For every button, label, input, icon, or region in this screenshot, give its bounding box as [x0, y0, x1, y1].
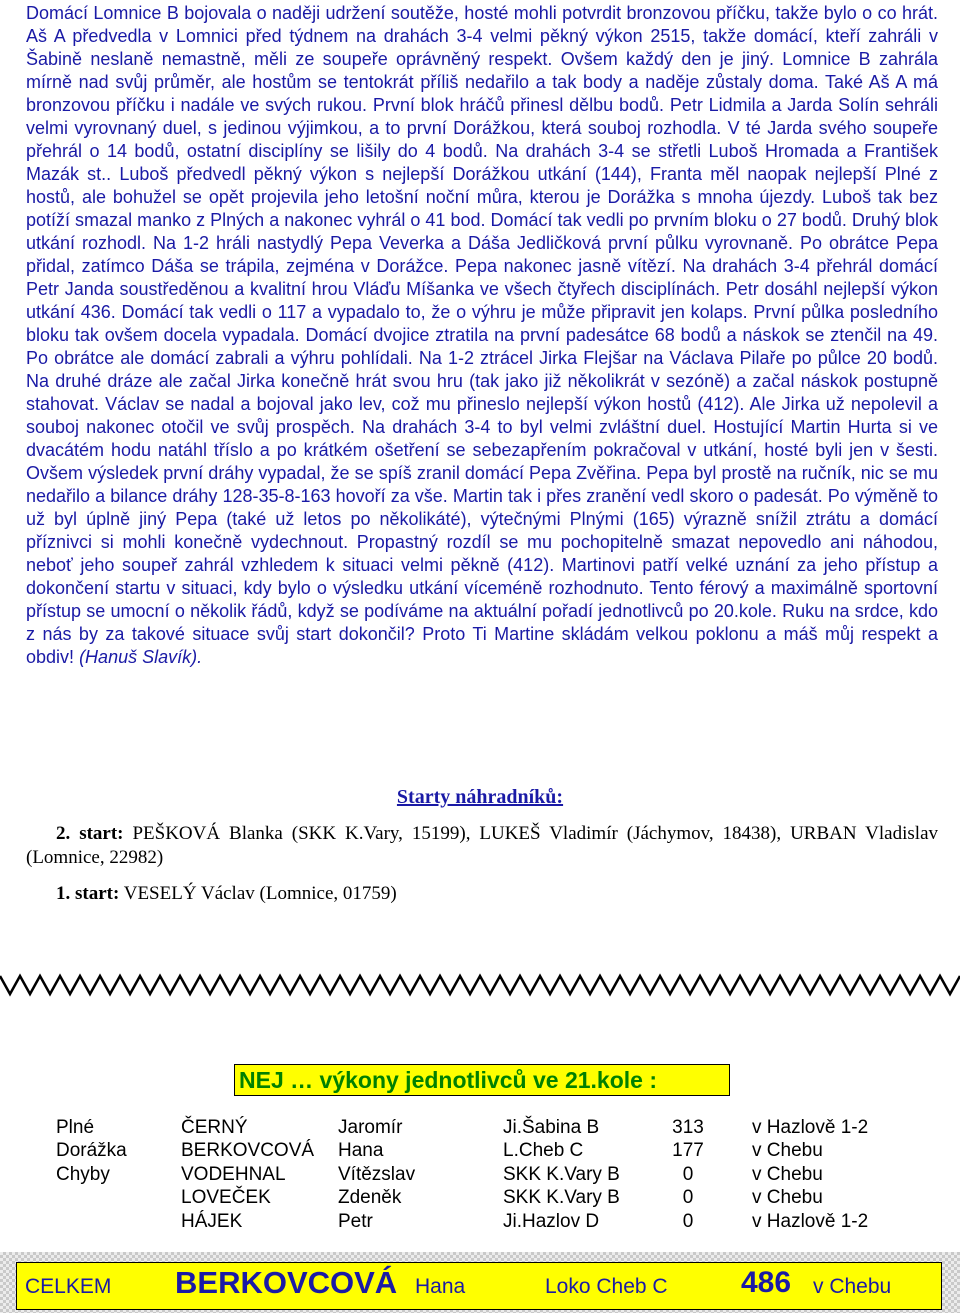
article-body: Domácí Lomnice B bojovala o naději udržení soutěže, hosté mohli potvrdit bronzovou příčku, takže bylo o co hrát. Aš A předvedla v Lomnici před týdnem na drahách 3-4 velmi pěkný výkon 2515, takže domácí, kteří zahráli v Šabině neslaně nemastně, měli ze soupeře oprávněný respekt. Ovšem každý den je jiný. Lomnice B zahrála mírně nad svůj průměr, ale hostům se tentokrát příliš nedařilo a tak body a naděje zůstaly doma. Také Aš A má bronzovou příčku i nadále ve svých rukou. První blok hráčů přinesl dělbu bodů. Petr Lidmila a Jarda Solín sehráli velmi vyrovnaný duel, s jedinou výjimkou, a to první Dorážkou, která souboj rozhodla. V té Jarda svého soupeře přehrál o 14 bodů, ostatní disciplíny se lišily do 4 bodů. Na drahách 3-4 se střetli Luboš Hromada a František Mazák st.. Luboš předvedl pěkný výkon s nejlepší Dorážkou utkání (144), Franta měl naopak nejlepší Plné z hostů, ale bohužel se opět projevila jeho letošní noční můra, kterou je Dorážka s mnoha újezdy. Luboš tak bez potíží smazal manko z Plných a nakonec vyhrál o 41 bod. Domácí tak vedli po prvním bloku o 27 bodů. Druhý blok utkání rozhodl. Na 1-2 hráli nastydlý Pepa Veverka a Dáša Jedličková první půlku vyrovnaně. Po obrátce Pepa přidal, zatímco Dáša se trápila, zejména v Dorážce. Pepa nakonec jasně vítězí. Na drahách 3-4 přehrál domácí Petr Janda soustředěnou a kvalitní hrou Vláďu Míšanka ve všech čtyřech disciplínách. Petr dosáhl nejlepší výkon utkání 436. Domácí tak vedli o 117 a vypadalo to, že o výhru je může připravit jen kolaps. První půlka posledního bloku tak ovšem docela vypadala. Domácí dvojice ztratila na první padesátce 68 bodů a náskok se ztenčil na 49. Po obrátce ale domácí zabrali a výhru pohlídali. Na 1-2 ztrácel Jirka Flejšar na Václava Pilaře po půlce 20 bodů. Na druhé dráze ale začal Jirka konečně hrát svou hru (tak jako již několikrát v sezóně) a začal náskok postupně stahovat. Václav se nadal a bojoval jako lev, což mu přineslo nejlepší výkon hostů (412). Ale Jirka už nepolevil a souboj nakonec otočil ve svůj prospěch. Na drahách 3-4 to byl velmi zvláštní duel. Hostující Martin Hurta si ve dvacátém hodu natáhl tříslo a po krátkém ošetření se sebezapřením pokračoval v utkání, hosté byli jen v šesti. Ovšem výsledek první dráhy vypadal, že se spíš zranil domácí Pepa Zvěřina. Pepa byl prostě na ručník, nic se mu nedařilo a bilance dráhy 128-35-8-163 hovoří za vše. Martin tak i přes zranění vedl skoro o padesát. Po výměně to už byl úplně jiný Pepa (také už letos po několikáté), výtečnými Plnými (165) výrazně snížil ztrátu a domácí příznivci si mohli konečně vydechnout. Propastný rozdíl se mu pochopitelně smazat nepovedlo ani náhodou, neboť jeho soupeř zahrál vzhledem k situaci velmi pěkně (412). Martinovi patří velké uznání za jeho přístup a dokončení startu v situaci, kdy bylo o výsledku utkání víceméně rozhodnuto. Tento férový a maximálně sportovní přístup se umocní o několik řádů, když se podíváme na aktuální pořadí jednotlivců po 20.kole. Ruku na srdce, kdo z nás by za takové situace svůj start dokončil? Proto Ti Martine skládám velkou poklonu a máš můj respekt a obdiv!: [26, 3, 938, 667]
nej-title: NEJ … výkony jednotlivců ve 21.kole :: [239, 1067, 657, 1093]
cell-place: v Chebu: [752, 1140, 823, 1162]
cell-team: SKK K.Vary B: [503, 1163, 620, 1185]
nej-table: [56, 1116, 936, 1233]
table-row: [56, 1186, 936, 1209]
cell-team: Ji.Hazlov D: [503, 1210, 600, 1232]
article-text: [26, 2, 938, 669]
second-start-line: [26, 822, 938, 870]
total-name: Hana: [415, 1275, 466, 1298]
cell-name: Petr: [338, 1210, 373, 1232]
cell-category: Dorážka: [56, 1140, 127, 1162]
cell-place: v Chebu: [752, 1187, 823, 1209]
table-row: [56, 1139, 936, 1162]
cell-name: Jaromír: [338, 1117, 403, 1138]
first-start-text: VESELÝ Václav (Lomnice, 01759): [123, 883, 397, 904]
cell-score: 177: [672, 1140, 704, 1162]
first-start-line: [26, 882, 938, 906]
total-score: 486: [741, 1266, 792, 1299]
cell-surname: ČERNÝ: [181, 1117, 248, 1138]
second-start-label: 2. start:: [56, 823, 124, 844]
cell-category: Chyby: [56, 1163, 110, 1185]
cell-score: 0: [682, 1187, 694, 1209]
first-start-label: 1. start:: [56, 883, 120, 904]
substitutes-heading: [0, 786, 960, 809]
cell-score: 0: [682, 1210, 694, 1232]
total-surname: BERKOVCOVÁ: [175, 1265, 398, 1300]
cell-score: 0: [682, 1163, 694, 1185]
cell-surname: VODEHNAL: [181, 1163, 286, 1185]
cell-name: Hana: [338, 1140, 384, 1162]
cell-team: L.Cheb C: [503, 1140, 584, 1162]
substitutes-heading-text: Starty náhradníků:: [396, 786, 564, 808]
table-row: [56, 1116, 936, 1139]
cell-team: SKK K.Vary B: [503, 1187, 620, 1209]
cell-place: v Hazlově 1-2: [752, 1117, 869, 1138]
substitutes-section: [26, 822, 938, 906]
cell-place: v Hazlově 1-2: [752, 1210, 869, 1232]
article-signature: (Hanuš Slavík).: [79, 647, 203, 667]
table-row: [56, 1210, 936, 1233]
total-place: v Chebu: [813, 1275, 892, 1298]
cell-surname: HÁJEK: [181, 1210, 243, 1232]
second-start-text: PEŠKOVÁ Blanka (SKK K.Vary, 15199), LUKEŠ Vladimír (Jáchymov, 18438), URBAN Vladislav (Lomnice, 22982): [26, 823, 939, 868]
zigzag-divider: [0, 972, 960, 998]
nej-title-box: [234, 1064, 730, 1096]
cell-team: Ji.Šabina B: [503, 1117, 600, 1138]
table-row: [56, 1163, 936, 1186]
cell-name: Zdeněk: [338, 1187, 402, 1209]
total-team: Loko Cheb C: [545, 1275, 668, 1298]
total-box: [16, 1262, 942, 1310]
cell-category: Plné: [56, 1117, 95, 1138]
cell-score: 313: [672, 1117, 704, 1138]
cell-surname: LOVEČEK: [181, 1187, 271, 1209]
total-label: CELKEM: [25, 1275, 112, 1298]
cell-name: Vítězslav: [338, 1163, 416, 1185]
cell-surname: BERKOVCOVÁ: [181, 1140, 315, 1162]
cell-place: v Chebu: [752, 1163, 823, 1185]
